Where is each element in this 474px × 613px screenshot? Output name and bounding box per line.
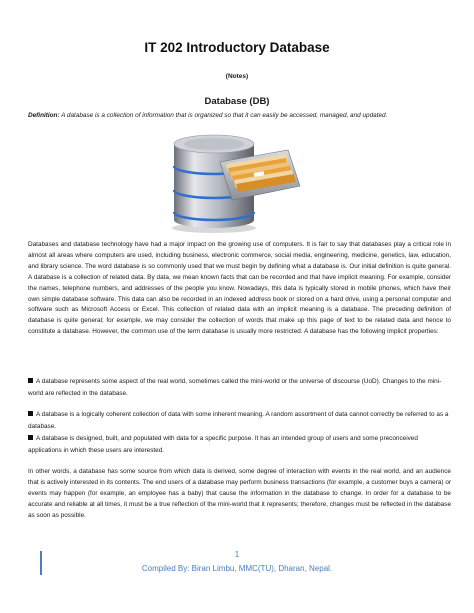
definition bbox=[28, 110, 448, 121]
page-number: 1 bbox=[234, 550, 240, 559]
page-title: IT 202 Introductory Database bbox=[144, 40, 330, 55]
definition-text: A database is a collection of information that is organized so that it can easily be accessed, managed, and updated. bbox=[59, 112, 388, 119]
database-cylinder-with-file-drawer-icon bbox=[168, 128, 308, 236]
bullet-square-icon bbox=[28, 411, 33, 416]
bullet-square-icon bbox=[28, 378, 33, 383]
list-item bbox=[28, 433, 451, 456]
list-item bbox=[28, 409, 451, 432]
bullet-square-icon bbox=[28, 435, 33, 440]
definition-label: Definition: bbox=[28, 112, 60, 119]
intro-paragraph: Databases and database technology have had a major impact on the growing use of computers. It is fair to say that databases play a critical role in almost all areas where computers are used, including business, electronic commerce, social media, engineering, medicine, genetics, law, education, and library science. The word database is so commonly used that we must begin by defining what a database is. Our initial definition is quite general. A database is a collection of related data. By data, we mean known facts that can be recorded and that have implicit meaning. For example, consider the names, telephone numbers, and addresses of the people you know. Nowadays, this data is typically stored in mobile phones, which have their own simple database software. This data can also be recorded in an indexed address book or stored on a hard drive, using a personal computer and software such as Microsoft Access or Excel. This collection of related data with an implicit meaning is a database. The preceding definition of database is quite general; for example, we may consider the collection of words that make up this page of text to be related data and hence to constitute a database. However, the common use of the term database is usually more restricted. A database has the following implicit properties: bbox=[28, 241, 451, 336]
list-item-text: A database represents some aspect of the real world, sometimes called the mini-world or the universe of discourse (UoD). Changes to the mini-world are reflected in the database. bbox=[28, 378, 442, 397]
section-heading: Database (DB) bbox=[204, 96, 270, 107]
page-subtitle: (Notes) bbox=[225, 73, 249, 80]
list-item-text: A database is designed, built, and populated with data for a specific purpose. It has an intended group of users and some preconceived applications in which these users are interested. bbox=[28, 435, 418, 454]
list-item-text: A database is a logically coherent collection of data with some inherent meaning. A random assortment of data cannot correctly be referred to as a database. bbox=[28, 411, 449, 430]
footer-credit: Compiled By: Biran Limbu, MMC(TU), Dharan, Nepal. bbox=[141, 564, 333, 573]
list-item bbox=[28, 376, 451, 399]
closing-paragraph: In other words, a database has some source from which data is derived, some degree of interaction with events in the real world, and an audience that is actively interested in its contents. The end users of a database may perform business transactions (for example, a customer buys a camera) or events may happen (for example, an employee has a baby) that cause the information in the database to change. In order for a database to be accurate and reliable at all times, it must be a true reflection of the mini-world that it represents; therefore, changes must be reflected in the database as soon as possible. bbox=[28, 468, 451, 519]
